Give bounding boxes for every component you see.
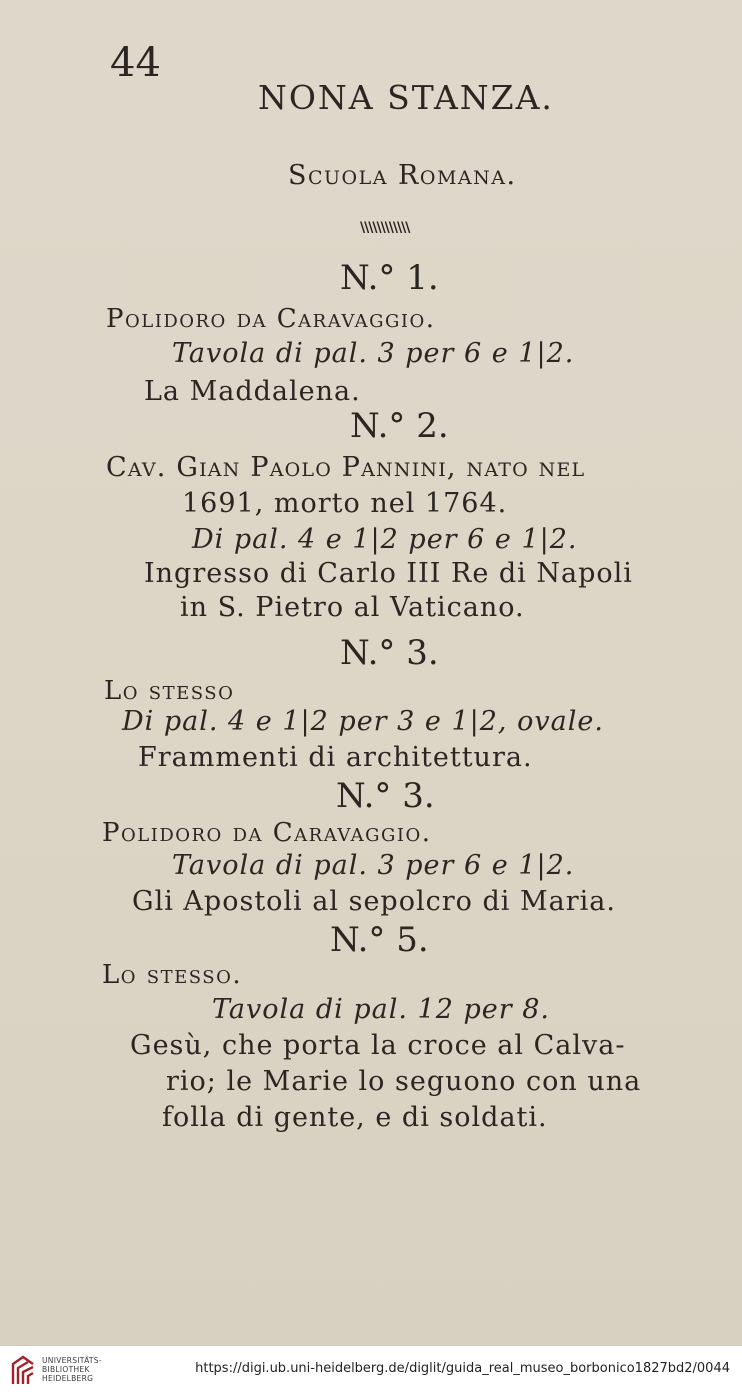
viewer-footer <box>0 1345 742 1398</box>
entry-author: Lo stesso. <box>102 960 243 990</box>
entry-author: Cav. Gian Paolo Pannini, nato nel <box>106 452 586 483</box>
entry-measure: Di pal. 4 e 1|2 per 6 e 1|2. <box>192 524 578 555</box>
page-number: 44 <box>110 40 161 86</box>
university-library-logo <box>10 1354 36 1386</box>
entry-subject: Ingresso di Carlo III Re di Napoli <box>144 558 633 589</box>
entry-subject: folla di gente, e di soldati. <box>162 1102 548 1133</box>
section-subtitle: Scuola Romana. <box>288 160 517 191</box>
entry-number: N.° 3. <box>340 633 439 673</box>
entry-subject: rio; le Marie lo seguono con una <box>166 1066 642 1097</box>
entry-measure: Tavola di pal. 3 per 6 e 1|2. <box>172 338 575 369</box>
permalink-url[interactable]: https://digi.ub.uni-heidelberg.de/diglit/guida_real_museo_borbonico1827bd2/0044 <box>195 1361 730 1376</box>
entry-subject: Frammenti di architettura. <box>138 742 533 773</box>
ornament-divider: \\\\\\\\\\\\ <box>360 220 410 236</box>
entry-author-continued: 1691, morto nel 1764. <box>182 488 508 519</box>
institution-name: UNIVERSITÄTS- BIBLIOTHEK HEIDELBERG <box>42 1356 102 1383</box>
entry-subject: Gli Apostoli al sepolcro di Maria. <box>132 886 616 917</box>
entry-number: N.° 3. <box>336 776 435 816</box>
entry-number: N.° 1. <box>340 258 439 298</box>
entry-author: Polidoro da Caravaggio. <box>106 304 436 334</box>
entry-measure: Tavola di pal. 12 per 8. <box>212 994 550 1025</box>
entry-subject: La Maddalena. <box>144 376 361 407</box>
entry-subject: Gesù, che porta la croce al Calva- <box>130 1030 626 1061</box>
entry-number: N.° 5. <box>330 920 429 960</box>
entry-measure: Tavola di pal. 3 per 6 e 1|2. <box>172 850 575 881</box>
entry-number: N.° 2. <box>350 406 449 446</box>
entry-measure: Di pal. 4 e 1|2 per 3 e 1|2, ovale. <box>122 706 604 737</box>
page-title: NONA STANZA. <box>258 78 554 117</box>
entry-author: Polidoro da Caravaggio. <box>102 818 432 848</box>
entry-subject: in S. Pietro al Vaticano. <box>180 592 525 623</box>
entry-author: Lo stesso <box>104 676 235 706</box>
